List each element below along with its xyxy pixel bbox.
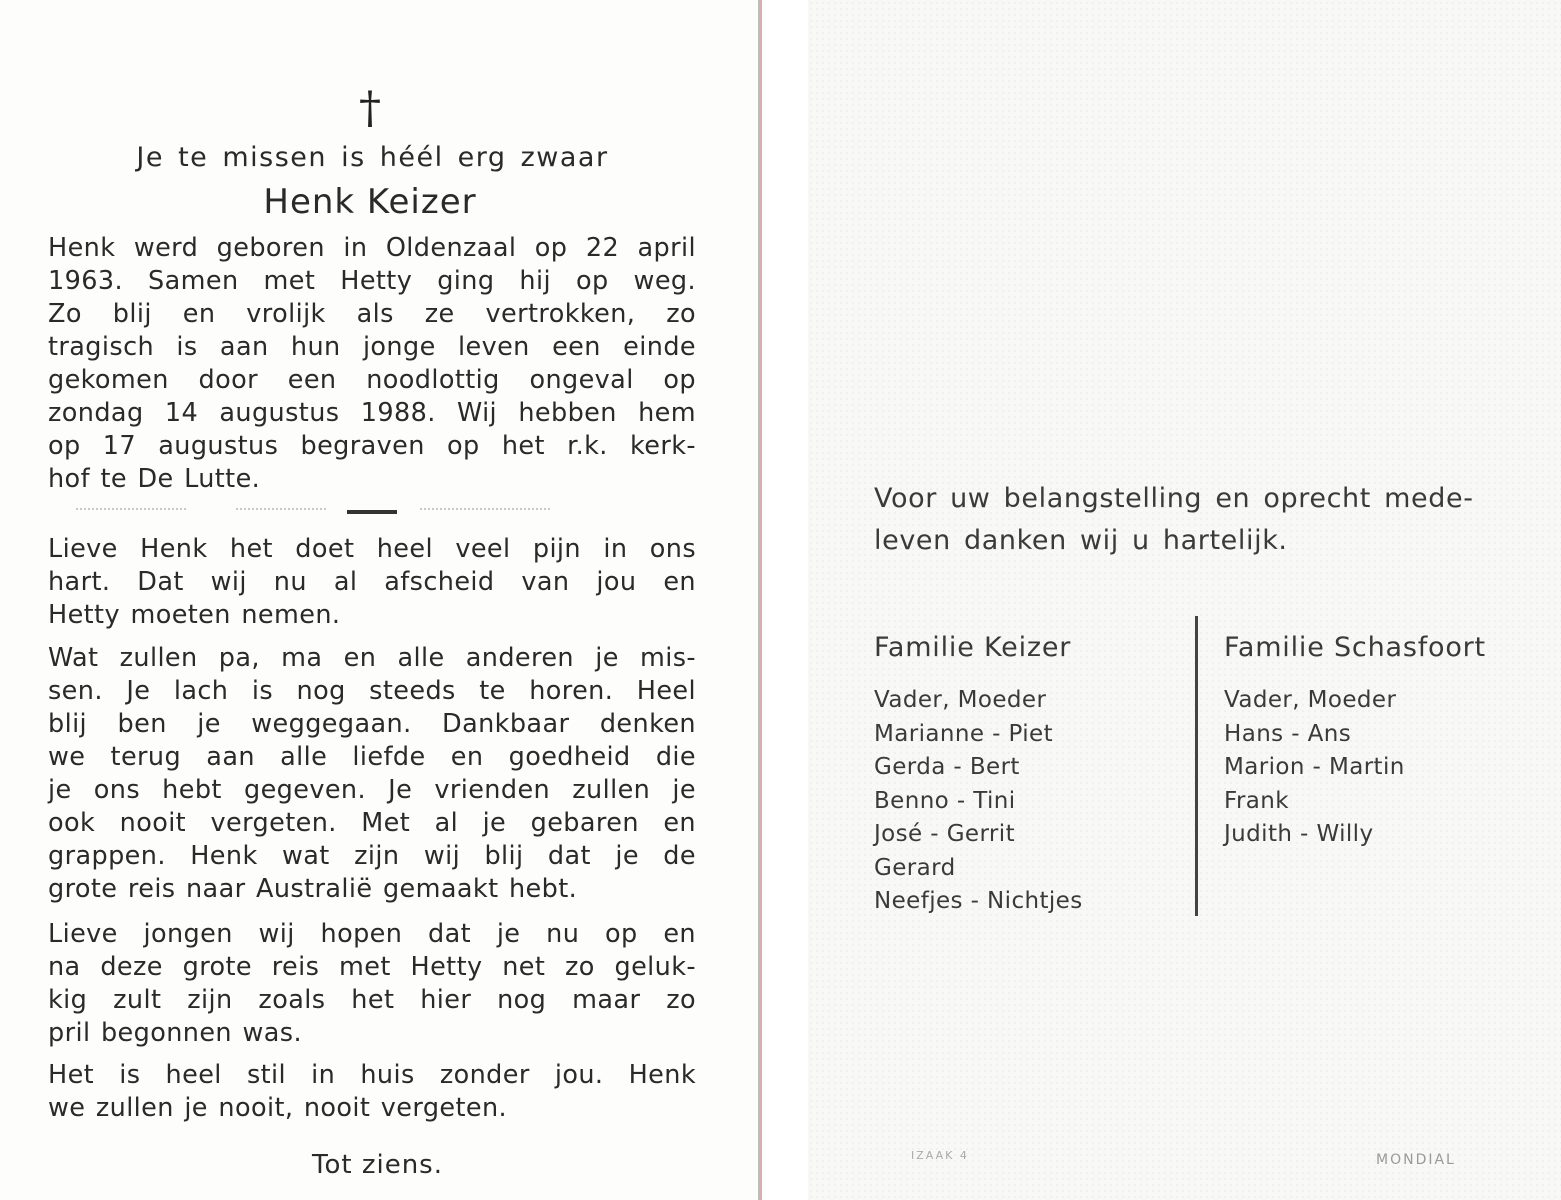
printer-code: IZAAK 4 xyxy=(911,1149,969,1162)
family-schasfoort-column xyxy=(1224,628,1534,852)
family-member: Vader, Moeder xyxy=(874,687,1047,713)
text-line: leven danken wij u hartelijk. xyxy=(874,525,1288,556)
family-member: Hans - Ans xyxy=(1224,720,1352,747)
text-line: we terug aan alle liefde en goedheid die xyxy=(48,742,696,772)
text-line: blij ben je weggegaan. Dankbaar denken xyxy=(48,709,696,739)
family-member: Marianne - Piet xyxy=(874,720,1054,747)
text-line: Wat zullen pa, ma en alle anderen je mis- xyxy=(48,643,696,673)
cross-icon: † xyxy=(359,83,381,134)
paragraph-biography xyxy=(48,232,696,496)
family-title: Familie Keizer xyxy=(874,632,1072,663)
print-speckle xyxy=(236,508,326,512)
text-line: grote reis naar Australië gemaakt hebt. xyxy=(48,874,578,904)
text-line: zondag 14 augustus 1988. Wij hebben hem xyxy=(48,398,696,428)
text-line: Henk werd geboren in Oldenzaal op 22 april xyxy=(48,233,696,263)
text-line: kig zult zijn zoals het hier nog maar zo xyxy=(48,985,696,1015)
text-line: tragisch is aan hun jonge leven een einde xyxy=(48,332,696,362)
family-member: Benno - Tini xyxy=(874,787,1016,814)
text-line: pril begonnen was. xyxy=(48,1018,302,1048)
family-member: Gerda - Bert xyxy=(874,754,1020,780)
memorial-card-back xyxy=(808,0,1561,1200)
text-line: gekomen door een noodlottig ongeval op xyxy=(48,365,696,395)
text-line: Het is heel stil in huis zonder jou. Henk xyxy=(48,1060,696,1090)
text-line: we zullen je nooit, nooit vergeten. xyxy=(48,1093,508,1123)
paragraph-farewell xyxy=(48,533,696,632)
paragraph-memories xyxy=(48,642,696,906)
paragraph-silence xyxy=(48,1059,696,1125)
text-line: Zo blij en vrolijk als ze vertrokken, zo xyxy=(48,299,696,329)
text-line: grappen. Henk wat zijn wij blij dat je de xyxy=(48,841,696,871)
thank-you-message xyxy=(874,478,1524,562)
text-line: Voor uw belangstelling en oprecht mede- xyxy=(874,483,1474,514)
family-member: Gerard xyxy=(874,854,956,881)
deceased-name: Henk Keizer xyxy=(263,182,477,222)
text-line: Lieve jongen wij hopen dat je nu op en xyxy=(48,919,696,949)
text-line: na deze grote reis met Hetty net zo geluk- xyxy=(48,952,696,982)
text-line: je ons hebt gegeven. Je vrienden zullen je xyxy=(48,775,696,805)
family-member: Judith - Willy xyxy=(1224,821,1374,847)
column-divider xyxy=(1195,616,1198,916)
motto: Je te missen is héél erg zwaar xyxy=(136,142,609,173)
closing-line: Tot ziens. xyxy=(312,1150,443,1180)
text-line: sen. Je lach is nog steeds te horen. Heel xyxy=(48,676,696,706)
text-line: hof te De Lutte. xyxy=(48,464,261,494)
print-speckle xyxy=(76,508,186,512)
text-line: Lieve Henk het doet heel veel pijn in ons xyxy=(48,534,696,564)
printer-brand: MONDIAL xyxy=(1376,1152,1456,1168)
memorial-card-front xyxy=(0,0,760,1200)
section-divider xyxy=(347,510,397,514)
text-line: Hetty moeten nemen. xyxy=(48,600,341,630)
family-title: Familie Schasfoort xyxy=(1224,632,1486,663)
text-line: 1963. Samen met Hetty ging hij op weg. xyxy=(48,266,696,296)
text-line: op 17 augustus begraven op het r.k. kerk- xyxy=(48,431,696,461)
text-line: ook nooit vergeten. Met al je gebaren en xyxy=(48,808,696,838)
family-member: Neefjes - Nichtjes xyxy=(874,888,1083,914)
family-keizer-column xyxy=(874,628,1184,919)
family-member: Vader, Moeder xyxy=(1224,687,1397,713)
print-speckle xyxy=(420,508,550,512)
family-member: Frank xyxy=(1224,787,1290,814)
family-member: Marion - Martin xyxy=(1224,754,1405,780)
text-line: hart. Dat wij nu al afscheid van jou en xyxy=(48,567,696,597)
family-member: José - Gerrit xyxy=(874,821,1015,847)
paragraph-hope xyxy=(48,918,696,1050)
